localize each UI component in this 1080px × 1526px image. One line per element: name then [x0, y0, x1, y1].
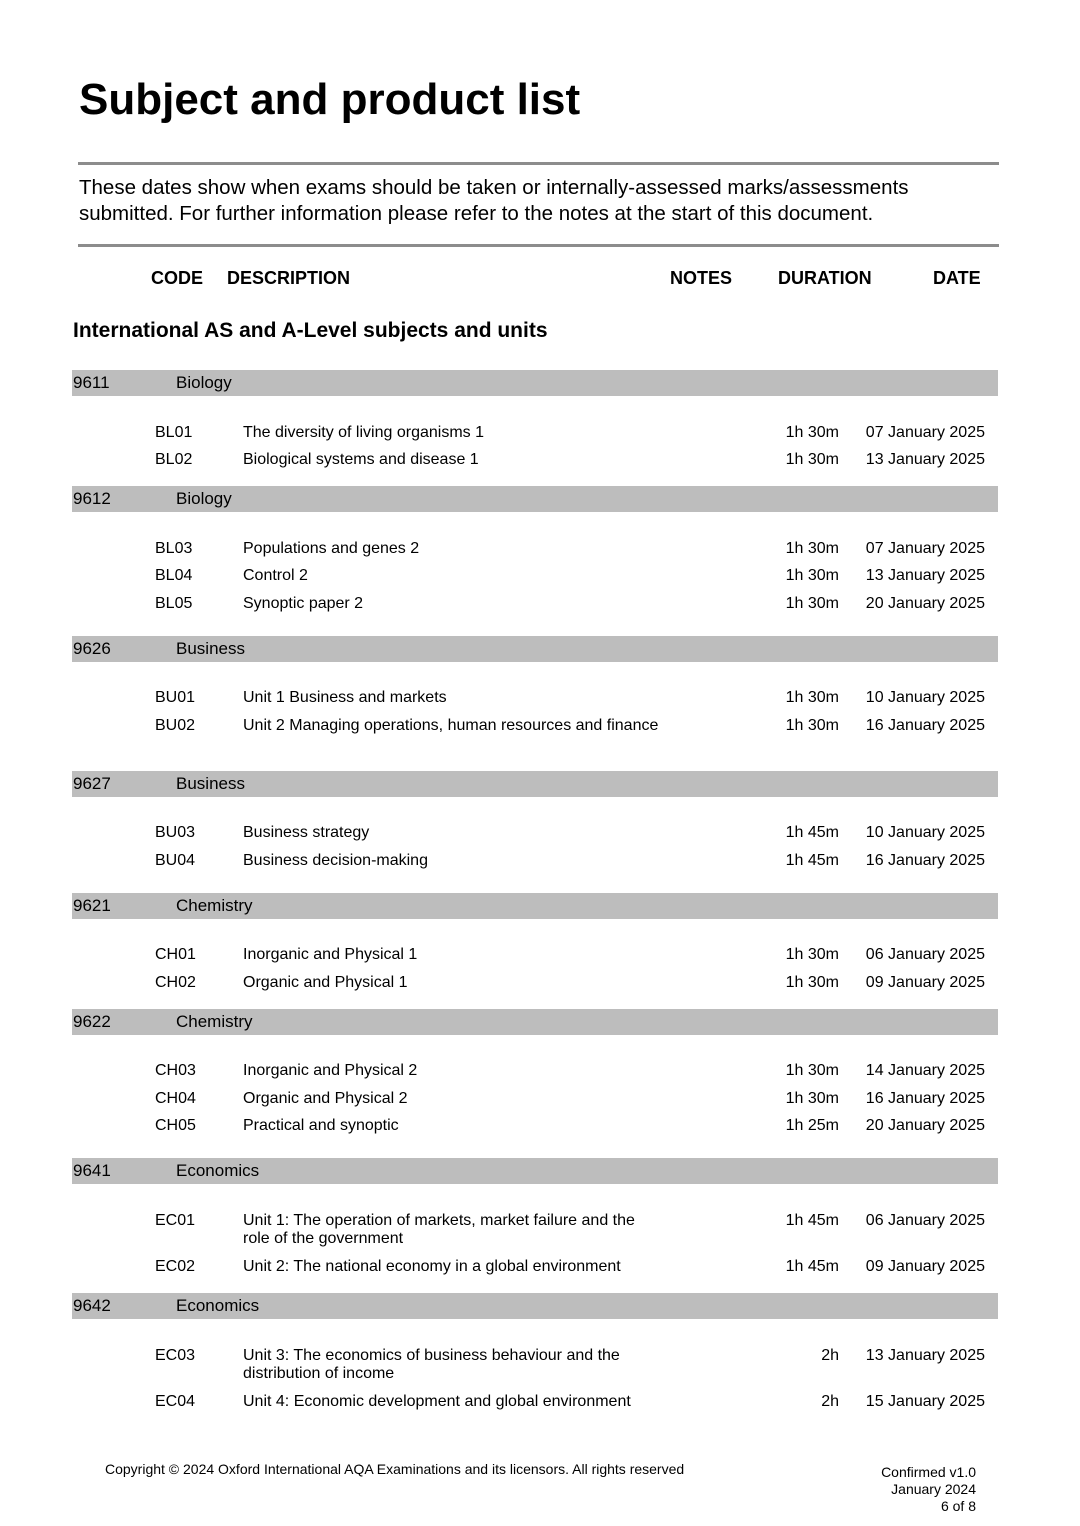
unit-description: Business strategy: [243, 824, 370, 841]
unit-code: CH01: [155, 946, 196, 963]
unit-duration: 2h: [821, 1393, 839, 1410]
unit-date: 07 January 2025: [865, 424, 985, 441]
unit-description: Populations and genes 2: [243, 540, 420, 557]
unit-description: Organic and Physical 2: [243, 1090, 408, 1107]
intro-text: These dates show when exams should be taken or internally-assessed marks/assessments submitted. For further information please refer to the notes at the start of this document.: [79, 176, 909, 225]
column-header-description: DESCRIPTION: [227, 268, 351, 288]
unit-code: EC02: [155, 1258, 196, 1275]
unit-code: BL01: [155, 424, 193, 441]
unit-duration: 1h 45m: [785, 852, 839, 869]
unit-description: Synoptic paper 2: [243, 595, 364, 612]
unit-date: 10 January 2025: [865, 689, 985, 706]
unit-duration: 1h 30m: [785, 424, 839, 441]
unit-duration: 1h 30m: [785, 451, 839, 468]
unit-duration: 1h 30m: [785, 717, 839, 734]
unit-date: 15 January 2025: [865, 1393, 985, 1410]
subject-code: 9642: [73, 1296, 111, 1315]
unit-date: 07 January 2025: [865, 540, 985, 557]
unit-duration: 1h 45m: [785, 824, 839, 841]
subject-code: 9641: [73, 1161, 111, 1180]
subject-name: Biology: [176, 489, 232, 508]
subject-code: 9627: [73, 774, 111, 793]
unit-description: Unit 4: Economic development and global environment: [243, 1393, 631, 1410]
unit-code: EC03: [155, 1347, 196, 1364]
unit-code: BU04: [155, 852, 196, 869]
unit-code: BU03: [155, 824, 196, 841]
unit-date: 13 January 2025: [865, 1347, 985, 1364]
subject-band: [72, 771, 998, 797]
subject-name: Economics: [176, 1296, 260, 1315]
column-header-date: DATE: [933, 268, 981, 288]
unit-duration: 2h: [821, 1347, 839, 1364]
issue-date: January 2024: [891, 1481, 976, 1497]
unit-code: CH05: [155, 1117, 196, 1134]
subject-band: [72, 1009, 998, 1035]
column-header-notes: NOTES: [670, 268, 733, 288]
unit-date: 16 January 2025: [865, 1090, 985, 1107]
subject-code: 9626: [73, 639, 111, 658]
unit-code: EC04: [155, 1393, 196, 1410]
unit-code: CH03: [155, 1062, 196, 1079]
subject-name: Economics: [176, 1161, 260, 1180]
unit-description: Inorganic and Physical 2: [243, 1062, 418, 1079]
unit-code: EC01: [155, 1212, 196, 1229]
subject-name: Business: [176, 639, 245, 658]
unit-description: Inorganic and Physical 1: [243, 946, 418, 963]
subject-code: 9621: [73, 896, 111, 915]
column-header-code: CODE: [151, 268, 204, 288]
unit-description: Unit 2 Managing operations, human resources and finance: [243, 717, 659, 734]
unit-date: 16 January 2025: [865, 717, 985, 734]
subject-band: [72, 370, 998, 396]
unit-code: BL02: [155, 451, 193, 468]
unit-description: Organic and Physical 1: [243, 974, 408, 991]
unit-description: Control 2: [243, 567, 308, 584]
unit-date: 06 January 2025: [865, 1212, 985, 1229]
unit-code: CH04: [155, 1090, 196, 1107]
unit-date: 09 January 2025: [865, 974, 985, 991]
unit-date: 13 January 2025: [865, 567, 985, 584]
subject-name: Chemistry: [176, 896, 253, 915]
unit-description: Business decision-making: [243, 852, 428, 869]
unit-duration: 1h 45m: [785, 1212, 839, 1229]
unit-description: Unit 1 Business and markets: [243, 689, 447, 706]
version-status: Confirmed v1.0: [881, 1464, 976, 1480]
unit-duration: 1h 25m: [785, 1117, 839, 1134]
unit-date: 20 January 2025: [865, 595, 985, 612]
unit-duration: 1h 30m: [785, 567, 839, 584]
subject-name: Biology: [176, 373, 232, 392]
subject-band: [72, 1158, 998, 1184]
document-status: [881, 1464, 976, 1515]
unit-description: Biological systems and disease 1: [243, 451, 479, 468]
subject-code: 9622: [73, 1012, 111, 1031]
unit-code: BU01: [155, 689, 196, 706]
unit-description: The diversity of living organisms 1: [243, 424, 484, 441]
subject-code: 9611: [73, 373, 110, 392]
unit-date: 16 January 2025: [865, 852, 985, 869]
unit-description: Unit 2: The national economy in a global environment: [243, 1258, 621, 1275]
subject-code: 9612: [73, 489, 111, 508]
unit-date: 14 January 2025: [865, 1062, 985, 1079]
subject-name: Chemistry: [176, 1012, 253, 1031]
unit-code: BL05: [155, 595, 193, 612]
unit-date: 13 January 2025: [865, 451, 985, 468]
subject-band: [72, 1293, 998, 1319]
copyright-notice: Copyright © 2024 Oxford International AQA Examinations and its licensors. All rights reserved: [105, 1461, 685, 1477]
unit-description: Practical and synoptic: [243, 1117, 399, 1134]
unit-duration: 1h 30m: [785, 689, 839, 706]
column-header-duration: DURATION: [778, 268, 872, 288]
unit-code: CH02: [155, 974, 196, 991]
unit-duration: 1h 45m: [785, 1258, 839, 1275]
unit-date: 06 January 2025: [865, 946, 985, 963]
unit-description: Unit 3: The economics of business behaviour and the distribution of income: [243, 1347, 620, 1382]
unit-description: Unit 1: The operation of markets, market failure and the role of the government: [243, 1212, 635, 1247]
unit-code: BU02: [155, 717, 196, 734]
unit-duration: 1h 30m: [785, 1062, 839, 1079]
unit-code: BL03: [155, 540, 193, 557]
subject-band: [72, 636, 998, 662]
page-title: Subject and product list: [79, 75, 581, 124]
section-title: International AS and A-Level subjects and units: [73, 319, 548, 342]
subject-band: [72, 486, 998, 512]
unit-code: BL04: [155, 567, 193, 584]
unit-duration: 1h 30m: [785, 946, 839, 963]
unit-duration: 1h 30m: [785, 540, 839, 557]
unit-duration: 1h 30m: [785, 595, 839, 612]
unit-duration: 1h 30m: [785, 974, 839, 991]
unit-duration: 1h 30m: [785, 1090, 839, 1107]
unit-date: 10 January 2025: [865, 824, 985, 841]
subject-band: [72, 893, 998, 919]
page-number: 6 of 8: [940, 1498, 976, 1514]
subject-name: Business: [176, 774, 245, 793]
unit-date: 20 January 2025: [865, 1117, 985, 1134]
unit-date: 09 January 2025: [865, 1258, 985, 1275]
